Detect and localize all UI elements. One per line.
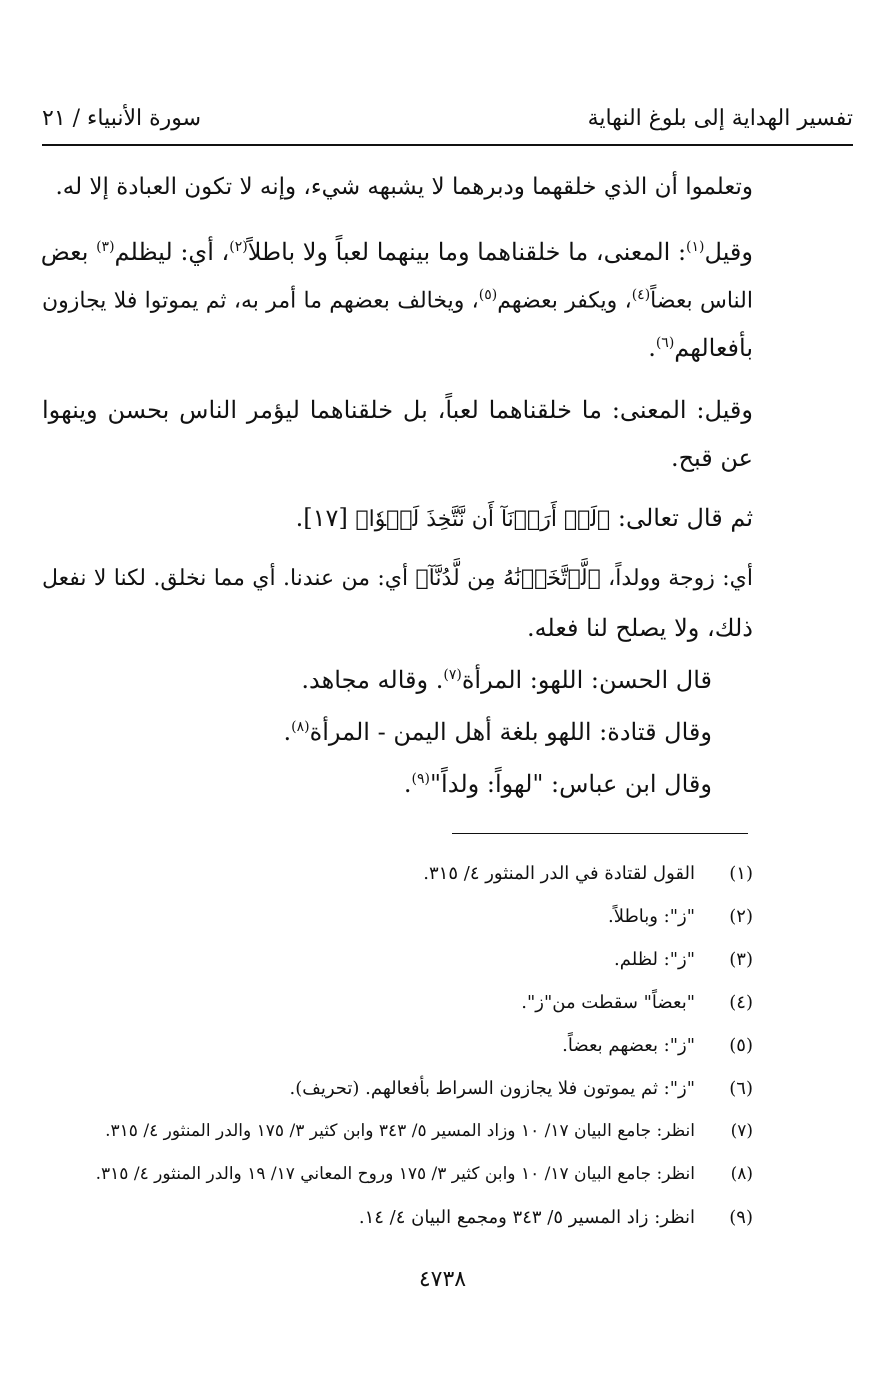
text-run: بأفعالهم	[674, 334, 753, 362]
footnote-9	[42, 1209, 753, 1227]
text-run: .	[403, 770, 412, 798]
paragraph-4	[42, 506, 753, 531]
paragraph-5-line-2: ذلك، ولا يصلح لنا فعله.	[526, 614, 753, 642]
footnote-text: "ز": وباطلاً.	[607, 906, 695, 927]
paragraph-2-line-2	[42, 288, 753, 312]
text-run: ، أي: ليظلم	[114, 238, 230, 266]
footnote-ref: (٩)	[411, 771, 431, 787]
paragraph-3-line-1: وقيل: المعنى: ما خلقناهما لعباً، بل خلقناهما ليؤمر الناس بحسن وينهوا	[42, 396, 753, 424]
footnote-number: (٩)	[729, 1207, 753, 1228]
footnote-number: (٣)	[729, 949, 753, 970]
text-run: الناس بعضاً	[650, 288, 753, 314]
text-run: وقيل	[704, 238, 753, 266]
paragraph-8	[42, 772, 712, 796]
footnote-number: (٧)	[730, 1121, 753, 1141]
footnote-ref: (٨)	[291, 719, 310, 735]
footnote-ref: (٢)	[229, 239, 248, 255]
text-run: أي: من عندنا. أي مما نخلق. لكنا لا نفعل	[42, 566, 416, 591]
footnote-number: (١)	[729, 863, 753, 884]
footnote-1	[42, 865, 753, 883]
footnote-6	[42, 1080, 753, 1098]
footnote-text: "ز": بعضهم بعضاً.	[562, 1035, 695, 1056]
text-run: قال الحسن: اللهو: المرأة	[461, 666, 712, 694]
footnote-5	[42, 1037, 753, 1055]
paragraph-3-line-2: عن قبح.	[670, 444, 753, 472]
footnote-2	[42, 908, 753, 926]
paragraph-1: وتعلموا أن الذي خلقهما ودبرهما لا يشبهه شيء، وإنه لا تكون العبادة إلا له.	[55, 174, 753, 200]
text-run: : المعنى، ما خلقناهما وما بينهما لعباً ولا باطلاً	[247, 238, 687, 266]
footnote-number: (٥)	[729, 1035, 753, 1056]
quran-verse: ﴿لَوۡ أَرَدۡنَآ أَن نَّتَّخِذَ لَهۡوٗا﴾	[355, 507, 611, 532]
footnote-number: (٢)	[729, 906, 753, 927]
footnote-text: انظر: جامع البيان ١٧/ ١٠ وابن كثير ٣/ ١٧٥ وروح المعاني ١٧/ ١٩ والدر المنثور ٤/ ٣١٥.	[95, 1164, 695, 1184]
footnote-ref: (١)	[686, 239, 705, 255]
paragraph-6	[42, 668, 712, 692]
footnote-number: (٤)	[729, 992, 753, 1013]
footnote-ref: (٣)	[96, 239, 115, 255]
quran-verse: ﴿لَّٱتَّخَذۡنَٰهُ مِن لَّدُنَّآ﴾	[415, 566, 601, 591]
text-run: أي: زوجة وولداً،	[600, 566, 753, 591]
footnote-ref: (٦)	[655, 335, 675, 351]
text-run: ، ويخالف بعضهم ما أمر به، ثم يموتوا فلا يجازون	[42, 288, 479, 314]
footnote-text: "ز": لظلم.	[614, 949, 695, 970]
book-title: تفسير الهداية إلى بلوغ النهاية	[587, 106, 853, 131]
footnote-number: (٦)	[729, 1078, 753, 1099]
paragraph-7	[42, 720, 712, 744]
footnote-text: "ز": ثم يموتون فلا يجازون السراط بأفعالهم. (تحريف).	[289, 1078, 695, 1099]
text-run: ثم قال تعالى:	[610, 504, 753, 532]
footnote-text: انظر: زاد المسير ٥/ ٣٤٣ ومجمع البيان ٤/ ١٤.	[358, 1207, 695, 1228]
footnote-ref: (٥)	[478, 287, 498, 303]
footnote-ref: (٧)	[443, 667, 462, 683]
footnote-number: (٨)	[730, 1164, 753, 1184]
footnote-text: انظر: جامع البيان ١٧/ ١٠ وزاد المسير ٥/ ٣٤٣ وابن كثير ٣/ ١٧٥ والدر المنثور ٤/ ٣١٥.	[105, 1121, 695, 1141]
footnote-4	[42, 994, 753, 1012]
paragraph-2-line-1	[42, 240, 753, 264]
paragraph-2-line-3	[42, 336, 753, 360]
paragraph-5-line-1	[42, 568, 753, 590]
page-number: ٤٧٣٨	[418, 1267, 467, 1292]
footnote-3	[42, 951, 753, 969]
footnote-ref: (٤)	[631, 287, 651, 303]
footnote-text: القول لقتادة في الدر المنثور ٤/ ٣١٥.	[423, 863, 695, 884]
footnote-text: "بعضاً" سقطت من"ز".	[521, 992, 695, 1013]
text-run: وقال قتادة: اللهو بلغة أهل اليمن - المرأة	[309, 718, 712, 746]
surah-label: سورة الأنبياء / ٢١	[42, 106, 202, 131]
text-run: ، ويكفر بعضهم	[497, 288, 632, 314]
text-run: وقال ابن عباس: "لهواً: ولداً"	[430, 770, 712, 798]
footnote-8	[42, 1166, 753, 1183]
footnote-divider	[452, 833, 748, 834]
footnote-7	[42, 1123, 753, 1140]
text-run: .	[283, 718, 292, 746]
text-run: بعض	[40, 238, 97, 266]
text-run: .	[648, 334, 656, 362]
running-header	[42, 100, 853, 146]
text-run: . وقاله مجاهد.	[301, 666, 444, 694]
verse-number: [١٧].	[295, 504, 356, 532]
